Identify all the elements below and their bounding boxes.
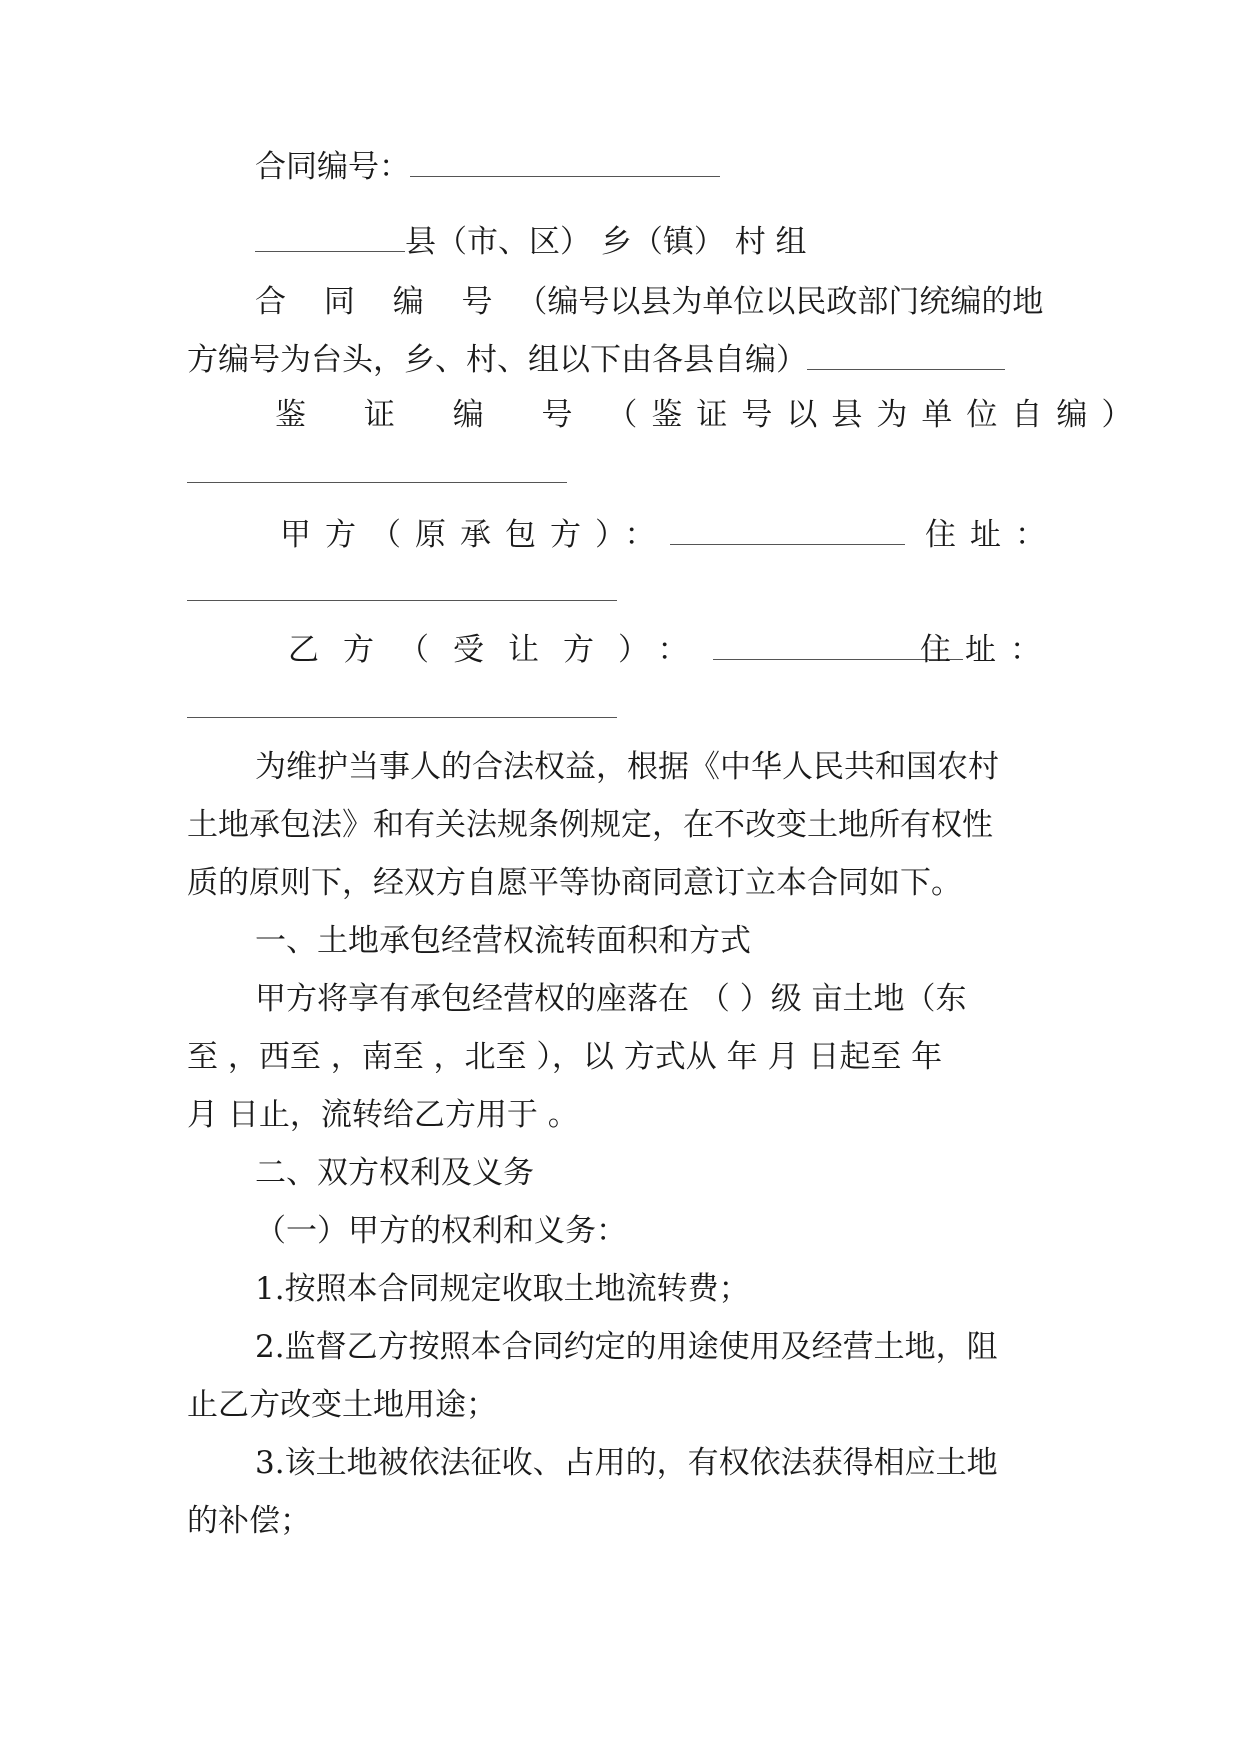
location-text: 县（市、区） 乡（镇） 村 组 <box>405 224 807 260</box>
section-1-text-1: 甲方将享有承包经营权的座落在 （ ）级 亩土地（东 <box>255 981 967 1017</box>
section-2-item-2-line-1 <box>255 1327 998 1367</box>
party-b-address-blank <box>187 717 617 718</box>
party-a-line <box>280 515 905 555</box>
preamble-line-1 <box>255 747 999 787</box>
verify-blank <box>187 482 567 483</box>
preamble-text-1: 为维护当事人的合法权益，根据《中华人民共和国农村 <box>255 749 999 785</box>
section-2-item-2-text-2: 止乙方改变土地用途； <box>187 1387 497 1423</box>
contract-number-blank <box>410 148 720 177</box>
section-1-title <box>255 921 751 961</box>
contract-number-line <box>255 147 720 187</box>
party-a-name-blank <box>670 516 905 545</box>
location-line <box>255 222 807 262</box>
county-blank <box>255 223 405 252</box>
contract-code-note-1: （编号以县为单位以民政部门统编的地 <box>516 284 1044 320</box>
contract-code-label: 合 同 编 号 <box>255 284 507 320</box>
section-2-subtitle <box>255 1211 627 1251</box>
section-2-title <box>255 1153 534 1193</box>
party-a-address <box>925 515 1060 555</box>
section-2-item-3-line-1 <box>255 1443 998 1483</box>
section-2-item-3-text-2: 的补偿； <box>187 1503 311 1539</box>
section-2-title-text: 二、双方权利及义务 <box>255 1155 534 1191</box>
verify-line <box>275 395 1146 435</box>
verify-note: （鉴证号以县为单位自编） <box>606 397 1147 433</box>
section-1-line-1 <box>255 979 967 1019</box>
section-2-item-1 <box>255 1269 750 1309</box>
verify-label: 鉴 证 编 号 <box>275 397 597 433</box>
section-2-item-3-line-2 <box>187 1501 311 1541</box>
party-b-line <box>288 630 963 670</box>
preamble-line-3 <box>187 863 962 903</box>
party-b-label: 乙方（受让方）： <box>288 632 713 668</box>
section-1-title-text: 一、土地承包经营权流转面积和方式 <box>255 923 751 959</box>
section-2-subtitle-text: （一）甲方的权利和义务： <box>255 1213 627 1249</box>
party-a-address-blank <box>187 600 617 601</box>
section-2-item-3-text-1: 3.该土地被依法征收、占用的，有权依法获得相应土地 <box>255 1445 998 1481</box>
preamble-text-2: 土地承包法》和有关法规条例规定，在不改变土地所有权性 <box>187 807 993 843</box>
section-1-line-2 <box>187 1037 942 1077</box>
party-a-address-label: 住址： <box>925 517 1060 553</box>
preamble-line-2 <box>187 805 993 845</box>
contract-code-note-2: 方编号为台头，乡、村、组以下由各县自编） <box>187 342 807 378</box>
party-b-address-label: 住址： <box>920 632 1055 668</box>
contract-code-blank <box>807 341 1005 370</box>
section-1-text-2: 至 ，西至 ，南至 ，北至 ），以 方式从 年 月 日起至 年 <box>187 1039 943 1075</box>
contract-code-line-2 <box>187 340 1005 380</box>
party-a-label: 甲方（原承包方）： <box>280 517 670 553</box>
section-2-item-1-text: 1.按照本合同规定收取土地流转费； <box>255 1271 750 1307</box>
party-b-address <box>920 630 1055 670</box>
preamble-text-3: 质的原则下，经双方自愿平等协商同意订立本合同如下。 <box>187 865 962 901</box>
section-2-item-2-line-2 <box>187 1385 497 1425</box>
section-1-text-3: 月 日止，流转给乙方用于 。 <box>187 1097 579 1133</box>
contract-code-line-1 <box>255 282 1043 322</box>
section-1-line-3 <box>187 1095 579 1135</box>
contract-number-label: 合同编号： <box>255 149 410 185</box>
section-2-item-2-text-1: 2.监督乙方按照本合同约定的用途使用及经营土地，阻 <box>255 1329 998 1365</box>
